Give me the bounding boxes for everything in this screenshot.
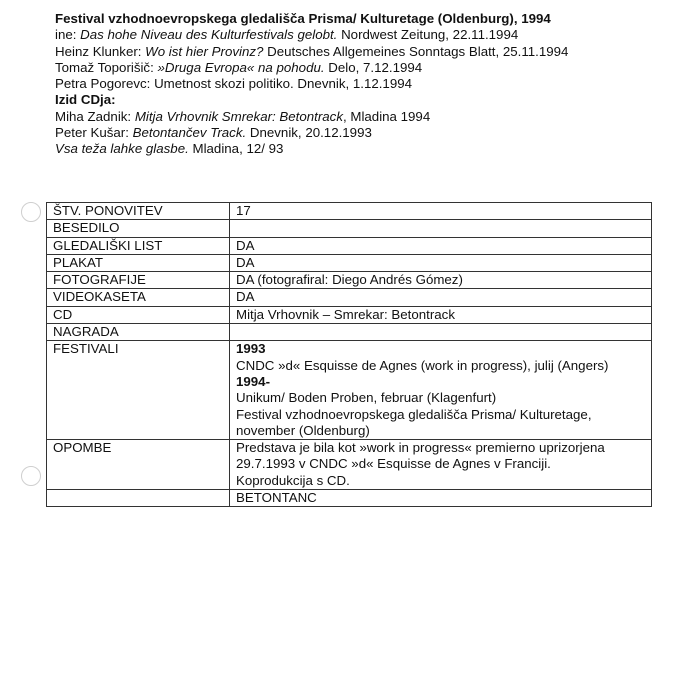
festival-entry: november (Oldenburg)	[236, 422, 370, 438]
festival-entry: Festival vzhodnoevropskega gledališča Prisma/ Kulturetage,	[236, 406, 592, 422]
press-section	[55, 11, 675, 158]
punch-hole-bottom	[21, 466, 41, 486]
row-value: Mitja Vrhovnik – Smrekar: Betontrack	[230, 306, 652, 323]
cd-press-item: Vsa teža lahke glasbe. Mladina, 12/ 93	[55, 141, 284, 157]
festival-entry: CNDC »d« Esquisse de Agnes (work in progress), julij (Angers)	[236, 357, 609, 373]
punch-hole-top	[21, 202, 41, 222]
row-value: BETONTANC	[230, 490, 652, 507]
row-key: VIDEOKASETA	[47, 289, 230, 306]
press-item: Petra Pogorevc: Umetnost skozi politiko. Dnevnik, 1.12.1994	[55, 76, 413, 92]
note-line: 29.7.1993 v CNDC »d« Esquisse de Agnes v Franciji.	[236, 456, 551, 472]
table-row	[47, 220, 652, 237]
row-key	[47, 490, 230, 507]
festival-year: 1993	[236, 341, 266, 357]
row-key: PLAKAT	[47, 254, 230, 271]
table-row	[47, 203, 652, 220]
table-row	[47, 324, 652, 341]
row-value	[230, 341, 652, 440]
cd-press-item: Peter Kušar: Betontančev Track. Dnevnik, 20.12.1993	[55, 125, 372, 141]
row-key: OPOMBE	[47, 440, 230, 490]
table-row	[47, 490, 652, 507]
row-value	[230, 324, 652, 341]
table-row	[47, 289, 652, 306]
row-key: FESTIVALI	[47, 341, 230, 440]
row-value: DA (fotografiral: Diego Andrés Gómez)	[230, 272, 652, 289]
row-value: DA	[230, 237, 652, 254]
table-row-festivali	[47, 341, 652, 440]
festival-entry: Unikum/ Boden Proben, februar (Klagenfurt)	[236, 390, 497, 406]
row-key: CD	[47, 306, 230, 323]
cd-heading: Izid CDja:	[55, 92, 116, 108]
table-row	[47, 306, 652, 323]
note-line: Koprodukcija s CD.	[236, 472, 350, 488]
row-value: DA	[230, 289, 652, 306]
production-record-table	[46, 202, 652, 507]
row-value	[230, 440, 652, 490]
row-key: BESEDILO	[47, 220, 230, 237]
note-line: Predstava je bila kot »work in progress« premierno uprizorjena	[236, 440, 605, 456]
row-value	[230, 220, 652, 237]
row-key: ŠTV. PONOVITEV	[47, 203, 230, 220]
row-value: DA	[230, 254, 652, 271]
festival-title: Festival vzhodnoevropskega gledališča Prisma/ Kulturetage (Oldenburg), 1994	[55, 11, 551, 26]
row-value: 17	[230, 203, 652, 220]
table-row	[47, 237, 652, 254]
row-key: GLEDALIŠKI LIST	[47, 237, 230, 254]
cd-press-item: Miha Zadnik: Mitja Vrhovnik Smrekar: Betontrack, Mladina 1994	[55, 108, 431, 124]
table-row	[47, 272, 652, 289]
row-key: NAGRADA	[47, 324, 230, 341]
row-key: FOTOGRAFIJE	[47, 272, 230, 289]
press-item: Heinz Klunker: Wo ist hier Provinz? Deutsches Allgemeines Sonntags Blatt, 25.11.1994	[55, 43, 569, 59]
festival-year: 1994-	[236, 373, 271, 389]
table-row	[47, 254, 652, 271]
press-item: ine: Das hohe Niveau des Kulturfestivals gelobt. Nordwest Zeitung, 22.11.1994	[55, 27, 519, 43]
table-row-opombe	[47, 440, 652, 490]
press-item: Tomaž Toporišič: »Druga Evropa« na pohodu. Delo, 7.12.1994	[55, 59, 423, 75]
